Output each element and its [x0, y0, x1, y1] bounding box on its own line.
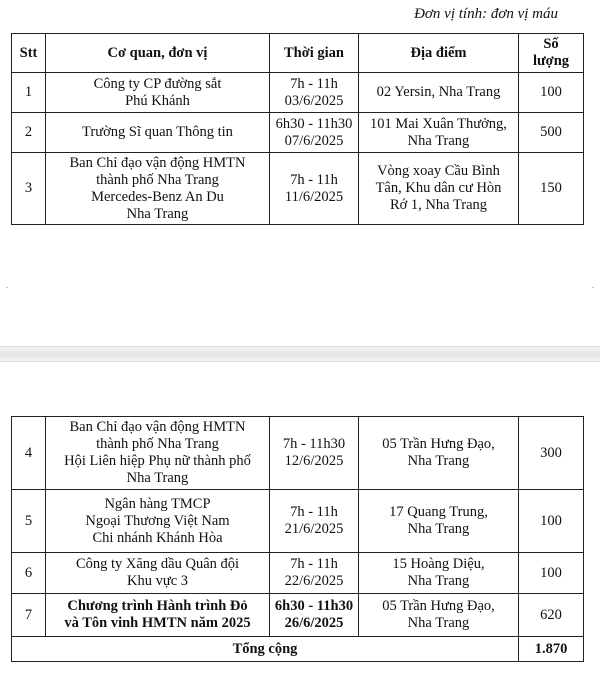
row-qty: 500: [519, 113, 584, 153]
row-org-line: Khu vực 3: [126, 573, 189, 589]
row-place-line: Nha Trang: [407, 453, 470, 469]
row-time-line: 26/6/2025: [284, 615, 344, 631]
row-time-line: 21/6/2025: [284, 521, 344, 537]
row-place-line: 02 Yersin, Nha Trang: [376, 84, 501, 100]
page-mark: [592, 287, 594, 288]
page-break: [0, 346, 600, 362]
table-row: [12, 417, 584, 490]
row-org: [46, 553, 270, 594]
table-row: [12, 113, 584, 153]
row-place: [359, 113, 519, 153]
row-place: [359, 73, 519, 113]
row-time-line: 07/6/2025: [284, 132, 344, 149]
row-time: [270, 490, 359, 553]
row-org-line: Ban Chỉ đạo vận động HMTN: [69, 154, 246, 171]
row-stt: 3: [12, 153, 46, 225]
row-place-line: 15 Hoàng Diệu,: [392, 556, 485, 572]
header-org: Cơ quan, đơn vị: [46, 34, 270, 73]
row-stt: 1: [12, 73, 46, 113]
row-time-line: 7h - 11h30: [282, 436, 346, 452]
row-time: [270, 553, 359, 594]
row-qty: 620: [519, 594, 584, 637]
row-time-line: 6h30 - 11h30: [274, 598, 354, 614]
row-time-line: 03/6/2025: [284, 92, 344, 109]
row-org-line: Công ty Xăng dầu Quân đội: [75, 556, 240, 572]
table-row: [12, 73, 584, 113]
row-org-line: Chi nhánh Khánh Hòa: [92, 529, 223, 546]
row-time-line: 22/6/2025: [284, 573, 344, 589]
row-time: [270, 113, 359, 153]
row-stt: 7: [12, 594, 46, 637]
row-place-line: 17 Quang Trung,: [389, 504, 488, 520]
donation-schedule-table-part2: [11, 416, 584, 662]
row-org-line: Nha Trang: [126, 470, 189, 486]
row-stt: 5: [12, 490, 46, 553]
row-time: [270, 594, 359, 637]
row-org-line: thành phố Nha Trang: [96, 436, 219, 452]
row-place-line: Nha Trang: [407, 615, 470, 631]
row-place: [359, 417, 519, 490]
header-place: Địa điểm: [359, 34, 519, 73]
row-time-line: 11/6/2025: [284, 188, 344, 205]
row-time: [270, 417, 359, 490]
row-stt: 4: [12, 417, 46, 490]
row-time: [270, 153, 359, 225]
row-place-line: Vòng xoay Cầu Bình: [377, 163, 500, 179]
header-qty-line2: lượng: [532, 53, 570, 69]
unit-note: Đơn vị tính: đơn vị máu: [414, 6, 558, 22]
row-place: [359, 594, 519, 637]
row-place: [359, 490, 519, 553]
row-org: [46, 73, 270, 113]
row-place-line: 101 Mai Xuân Thưởng,: [370, 115, 507, 132]
row-place-line: Rớ 1, Nha Trang: [389, 197, 488, 213]
table-row: [12, 553, 584, 594]
header-row: [12, 34, 584, 73]
row-place-line: Nha Trang: [407, 573, 470, 589]
row-place-line: Tân, Khu dân cư Hòn: [375, 180, 502, 196]
row-stt: 2: [12, 113, 46, 153]
row-org-line: thành phố Nha Trang: [96, 171, 219, 188]
row-org-line: Trường Sĩ quan Thông tin: [82, 124, 233, 140]
row-time-line: 7h - 11h: [290, 504, 338, 520]
row-time: [270, 73, 359, 113]
row-stt: 6: [12, 553, 46, 594]
donation-schedule-table-part1: [11, 33, 584, 225]
row-place-line: Nha Trang: [407, 521, 470, 537]
row-org-line: Phú Khánh: [125, 92, 190, 109]
total-row: [12, 637, 584, 662]
row-time-line: 6h30 - 11h30: [275, 115, 353, 132]
row-org: [46, 113, 270, 153]
header-stt: Stt: [12, 34, 46, 73]
header-qty-line1: Số: [543, 36, 559, 52]
row-org: [46, 153, 270, 225]
row-qty: 100: [519, 490, 584, 553]
row-qty: 300: [519, 417, 584, 490]
row-qty: 100: [519, 553, 584, 594]
page-mark: [6, 287, 8, 288]
row-org-line: Mercedes-Benz An Du: [91, 188, 224, 205]
row-qty: 100: [519, 73, 584, 113]
row-org-line: Công ty CP đường sắt: [93, 75, 222, 92]
row-org-line: Ngoại Thương Việt Nam: [85, 512, 230, 529]
row-place: [359, 553, 519, 594]
row-place-line: Nha Trang: [407, 132, 470, 149]
row-org-line: Nha Trang: [126, 205, 189, 222]
row-qty: 150: [519, 153, 584, 225]
header-qty: [519, 34, 584, 73]
row-org: [46, 594, 270, 637]
row-time-line: 7h - 11h: [290, 556, 338, 572]
row-org-line: Hội Liên hiệp Phụ nữ thành phố: [64, 453, 251, 469]
row-org-line: Ngân hàng TMCP: [104, 495, 211, 512]
total-label: Tổng cộng: [12, 637, 519, 662]
table-row: [12, 153, 584, 225]
row-org: [46, 417, 270, 490]
table-row: [12, 490, 584, 553]
total-value: 1.870: [519, 637, 584, 662]
table-row: [12, 594, 584, 637]
row-org-line: Ban Chỉ đạo vận động HMTN: [69, 419, 246, 435]
header-time: Thời gian: [270, 34, 359, 73]
row-org-line: Chương trình Hành trình Đỏ: [67, 598, 248, 614]
row-time-line: 12/6/2025: [284, 453, 344, 469]
row-time-line: 7h - 11h: [290, 171, 338, 188]
row-org-line: và Tôn vinh HMTN năm 2025: [64, 615, 251, 631]
row-org: [46, 490, 270, 553]
row-place: [359, 153, 519, 225]
row-place-line: 05 Trần Hưng Đạo,: [382, 598, 495, 614]
row-time-line: 7h - 11h: [290, 75, 338, 92]
row-place-line: 05 Trần Hưng Đạo,: [382, 436, 495, 452]
